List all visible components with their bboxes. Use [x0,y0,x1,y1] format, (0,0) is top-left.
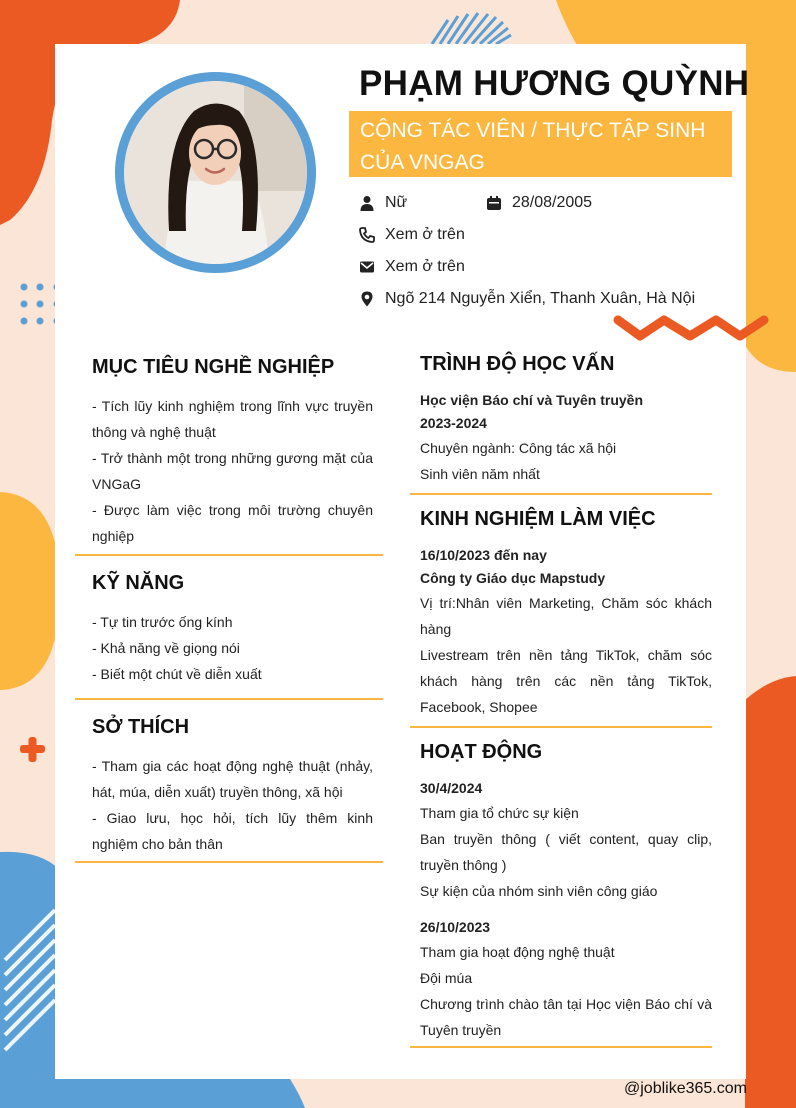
activity-item [420,777,712,904]
yellow-halfcircle-left [0,492,60,690]
section-divider [410,493,712,495]
education-period: 2023-2024 [420,415,487,431]
activities-title: HOẠT ĐỘNG [420,741,543,763]
address-row [359,290,695,308]
gender-row [359,194,407,212]
job-title-line-2: CỦA VNGAG [360,151,485,174]
experience-position: Vị trí:Nhân viên Marketing, Chăm sóc khách hàng [420,595,712,637]
experience-description: Livestream trên nền tảng TikTok, chăm sóc khách hàng trên các nền tảng TikTok, Facebook, Shopee [420,647,712,715]
hobbies-title: SỞ THÍCH [92,716,190,738]
section-divider [75,554,383,556]
section-divider [75,861,383,863]
activity-date: 26/10/2023 [420,919,491,935]
watermark-text: @joblike365.com [624,1080,747,1097]
birthday-row [486,194,592,212]
skills-list [92,609,373,687]
list-item: - Tự tin trước ống kính [92,614,233,630]
phone-icon [359,227,375,243]
list-item: - Giao lưu, học hỏi, tích lũy thêm kinh nghiệm cho bản thân [92,810,373,852]
phone-value: Xem ở trên [385,226,465,243]
avatar-frame [115,72,316,273]
activity-line: Sự kiện của nhóm sinh viên công giáo [420,883,658,899]
experience-title: KINH NGHIỆM LÀM VIỆC [420,508,656,530]
job-title-line-1: CỘNG TÁC VIÊN / THỰC TẬP SINH [360,119,706,142]
gender-value: Nữ [385,194,408,211]
activity-date: 30/4/2024 [420,780,483,796]
education-year: Sinh viên năm nhất [420,466,540,482]
objective-title: MỤC TIÊU NGHỀ NGHIỆP [92,356,335,378]
address-value: Ngõ 214 Nguyễn Xiển, Thanh Xuân, Hà Nội [385,290,696,307]
list-item: - Tích lũy kinh nghiệm trong lĩnh vực truyền thông và nghệ thuật [92,398,373,440]
job-title-box [349,111,732,177]
objective-list [92,393,373,549]
company-name: Công ty Giáo dục Mapstudy [420,570,606,586]
phone-row [359,226,465,244]
orange-blob-right [745,676,796,1108]
activity-line: Tham gia tổ chức sự kiện [420,805,579,821]
experience-block [420,544,712,720]
activity-line: Ban truyền thông ( viết content, quay clip, truyền thông ) [420,831,712,873]
email-value: Xem ở trên [385,258,465,275]
activity-line: Tham gia hoạt động nghệ thuật [420,944,615,960]
list-item: - Biết một chút về diễn xuất [92,666,262,682]
school-name: Học viện Báo chí và Tuyên truyền [420,392,644,408]
portrait-photo [124,81,307,264]
experience-period: 16/10/2023 đến nay [420,547,547,563]
list-item: - Tham gia các hoạt động nghệ thuật (nhảy, hát, múa, diễn xuất) truyền thông, xã hội [92,758,373,800]
activity-line: Chương trình chào tân tại Học viện Báo chí và Tuyên truyền [420,996,712,1038]
calendar-icon [486,195,502,211]
activity-item [420,916,712,1043]
education-block [420,389,712,487]
zigzag-decoration [612,310,772,346]
blue-blob-bottom [55,1079,305,1108]
avatar [124,81,307,264]
list-item: - Trở thành một trong những gương mặt của VNGaG [92,450,373,492]
list-item: - Được làm việc trong môi trường chuyên nghiệp [92,502,373,544]
education-title: TRÌNH ĐỘ HỌC VẤN [420,353,615,375]
section-divider [75,698,383,700]
education-major: Chuyên ngành: Công tác xã hội [420,440,617,456]
birthday-value: 28/08/2005 [512,194,593,211]
hobbies-list [92,753,373,857]
list-item: - Khả năng về giọng nói [92,640,240,656]
location-pin-icon [359,291,375,307]
skills-title: KỸ NĂNG [92,572,185,594]
activity-line: Đội múa [420,970,473,986]
email-row [359,258,465,276]
full-name: PHẠM HƯƠNG QUỲNH [359,64,750,103]
section-divider [410,726,712,728]
user-icon [359,195,375,211]
plus-decoration [20,737,45,762]
section-divider [410,1046,712,1048]
envelope-icon [359,259,375,275]
